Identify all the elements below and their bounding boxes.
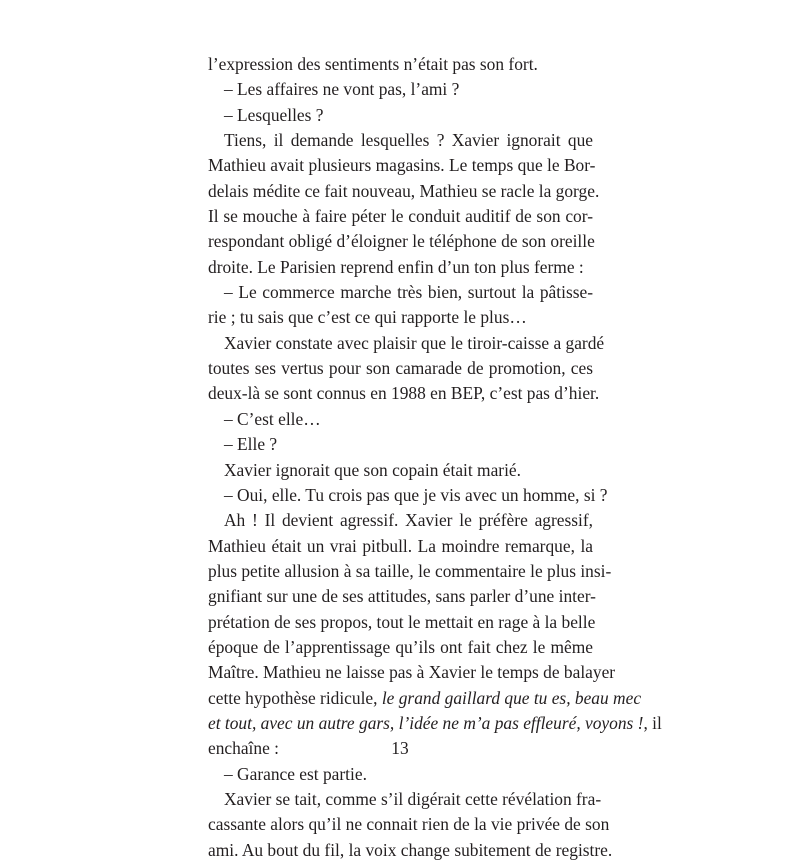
line-text: rie ; tu sais que c’est ce qui rapporte le plus… bbox=[208, 307, 527, 328]
line-text: l’expression des sentiments n’était pas son fort. bbox=[208, 54, 538, 74]
text-line bbox=[208, 204, 593, 229]
line-text: – Oui, elle. Tu crois pas que je vis avec un homme, si ? bbox=[224, 484, 608, 505]
line-text: enchaîne : bbox=[208, 738, 279, 759]
text-line bbox=[208, 711, 662, 736]
line-text: Xavier constate avec plaisir que le tiroir-caisse a gardé bbox=[224, 332, 605, 353]
text-line bbox=[208, 356, 593, 381]
text-line bbox=[208, 52, 593, 77]
line-text: respondant obligé d’éloigner le téléphone de son oreille bbox=[208, 231, 595, 252]
text-line bbox=[208, 534, 593, 559]
line-text: deux-là se sont connus en 1988 en BEP, c’est pas d’hier. bbox=[208, 383, 600, 404]
text-line bbox=[208, 762, 593, 787]
line-text: – Les affaires ne vont pas, l’ami ? bbox=[224, 79, 460, 100]
line-text: prétation de ses propos, tout le mettait en rage à la belle bbox=[208, 611, 596, 632]
line-text: cette hypothèse ridicule, bbox=[208, 687, 382, 708]
text-line bbox=[208, 508, 593, 533]
line-text: , il bbox=[643, 712, 662, 733]
text-line bbox=[208, 229, 593, 254]
text-line bbox=[208, 483, 608, 508]
text-line bbox=[208, 635, 593, 660]
line-text: plus petite allusion à sa taille, le commentaire le plus insi- bbox=[208, 560, 612, 581]
italic-text: et tout, avec un autre gars, l’idée ne m’a pas effleuré, voyons ! bbox=[208, 712, 644, 733]
page-number: 13 bbox=[391, 738, 409, 758]
line-text: cassante alors qu’il ne connait rien de la vie privée de son bbox=[208, 814, 610, 835]
text-line bbox=[208, 153, 596, 178]
text-line bbox=[208, 812, 610, 837]
text-line bbox=[208, 432, 593, 457]
text-line bbox=[208, 255, 593, 280]
text-line bbox=[208, 584, 596, 609]
line-text: – Garance est partie. bbox=[224, 763, 367, 784]
text-line bbox=[208, 280, 593, 305]
line-text: – Elle ? bbox=[224, 434, 278, 455]
line-text: Mathieu était un vrai pitbull. La moindre remarque, la bbox=[208, 535, 593, 556]
line-text: Maître. Mathieu ne laisse pas à Xavier le temps de balayer bbox=[208, 662, 616, 683]
line-text: delais médite ce fait nouveau, Mathieu se racle la gorge. bbox=[208, 180, 600, 201]
line-text: toutes ses vertus pour son camarade de promotion, ces bbox=[208, 358, 593, 379]
text-line bbox=[208, 179, 600, 204]
text-line bbox=[208, 660, 616, 685]
line-text: Mathieu avait plusieurs magasins. Le temps que le Bor- bbox=[208, 155, 596, 176]
text-line bbox=[208, 559, 612, 584]
text-line bbox=[208, 381, 600, 406]
italic-text: le grand gaillard que tu es, beau mec bbox=[381, 687, 642, 708]
line-text: Xavier ignorait que son copain était marié. bbox=[224, 459, 521, 480]
line-text: gnifiant sur une de ses attitudes, sans parler d’une inter- bbox=[208, 586, 596, 607]
text-line bbox=[208, 103, 593, 128]
text-line bbox=[208, 458, 593, 483]
text-line bbox=[208, 610, 596, 635]
text-line bbox=[208, 331, 605, 356]
text-line bbox=[208, 838, 613, 863]
text-line bbox=[208, 407, 593, 432]
line-text: – Le commerce marche très bien, surtout la pâtisse- bbox=[224, 282, 593, 303]
text-line bbox=[208, 128, 593, 153]
line-text: Il se mouche à faire péter le conduit auditif de son cor- bbox=[208, 206, 593, 227]
line-text: ami. Au bout du fil, la voix change subitement de registre. bbox=[208, 839, 613, 860]
line-text: Xavier se tait, comme s’il digérait cette révélation fra- bbox=[224, 788, 602, 809]
text-line bbox=[208, 77, 593, 102]
line-text: Ah ! Il devient agressif. Xavier le préfère agressif, bbox=[224, 510, 593, 531]
line-text: – Lesquelles ? bbox=[224, 104, 324, 125]
text-line bbox=[208, 305, 593, 330]
line-text: Tiens, il demande lesquelles ? Xavier ignorait que bbox=[224, 130, 593, 151]
line-text: droite. Le Parisien reprend enfin d’un ton plus ferme : bbox=[208, 256, 584, 277]
text-line bbox=[208, 686, 642, 711]
line-text: – C’est elle… bbox=[224, 408, 321, 429]
line-text: époque de l’apprentissage qu’ils ont fait chez le même bbox=[208, 636, 593, 657]
